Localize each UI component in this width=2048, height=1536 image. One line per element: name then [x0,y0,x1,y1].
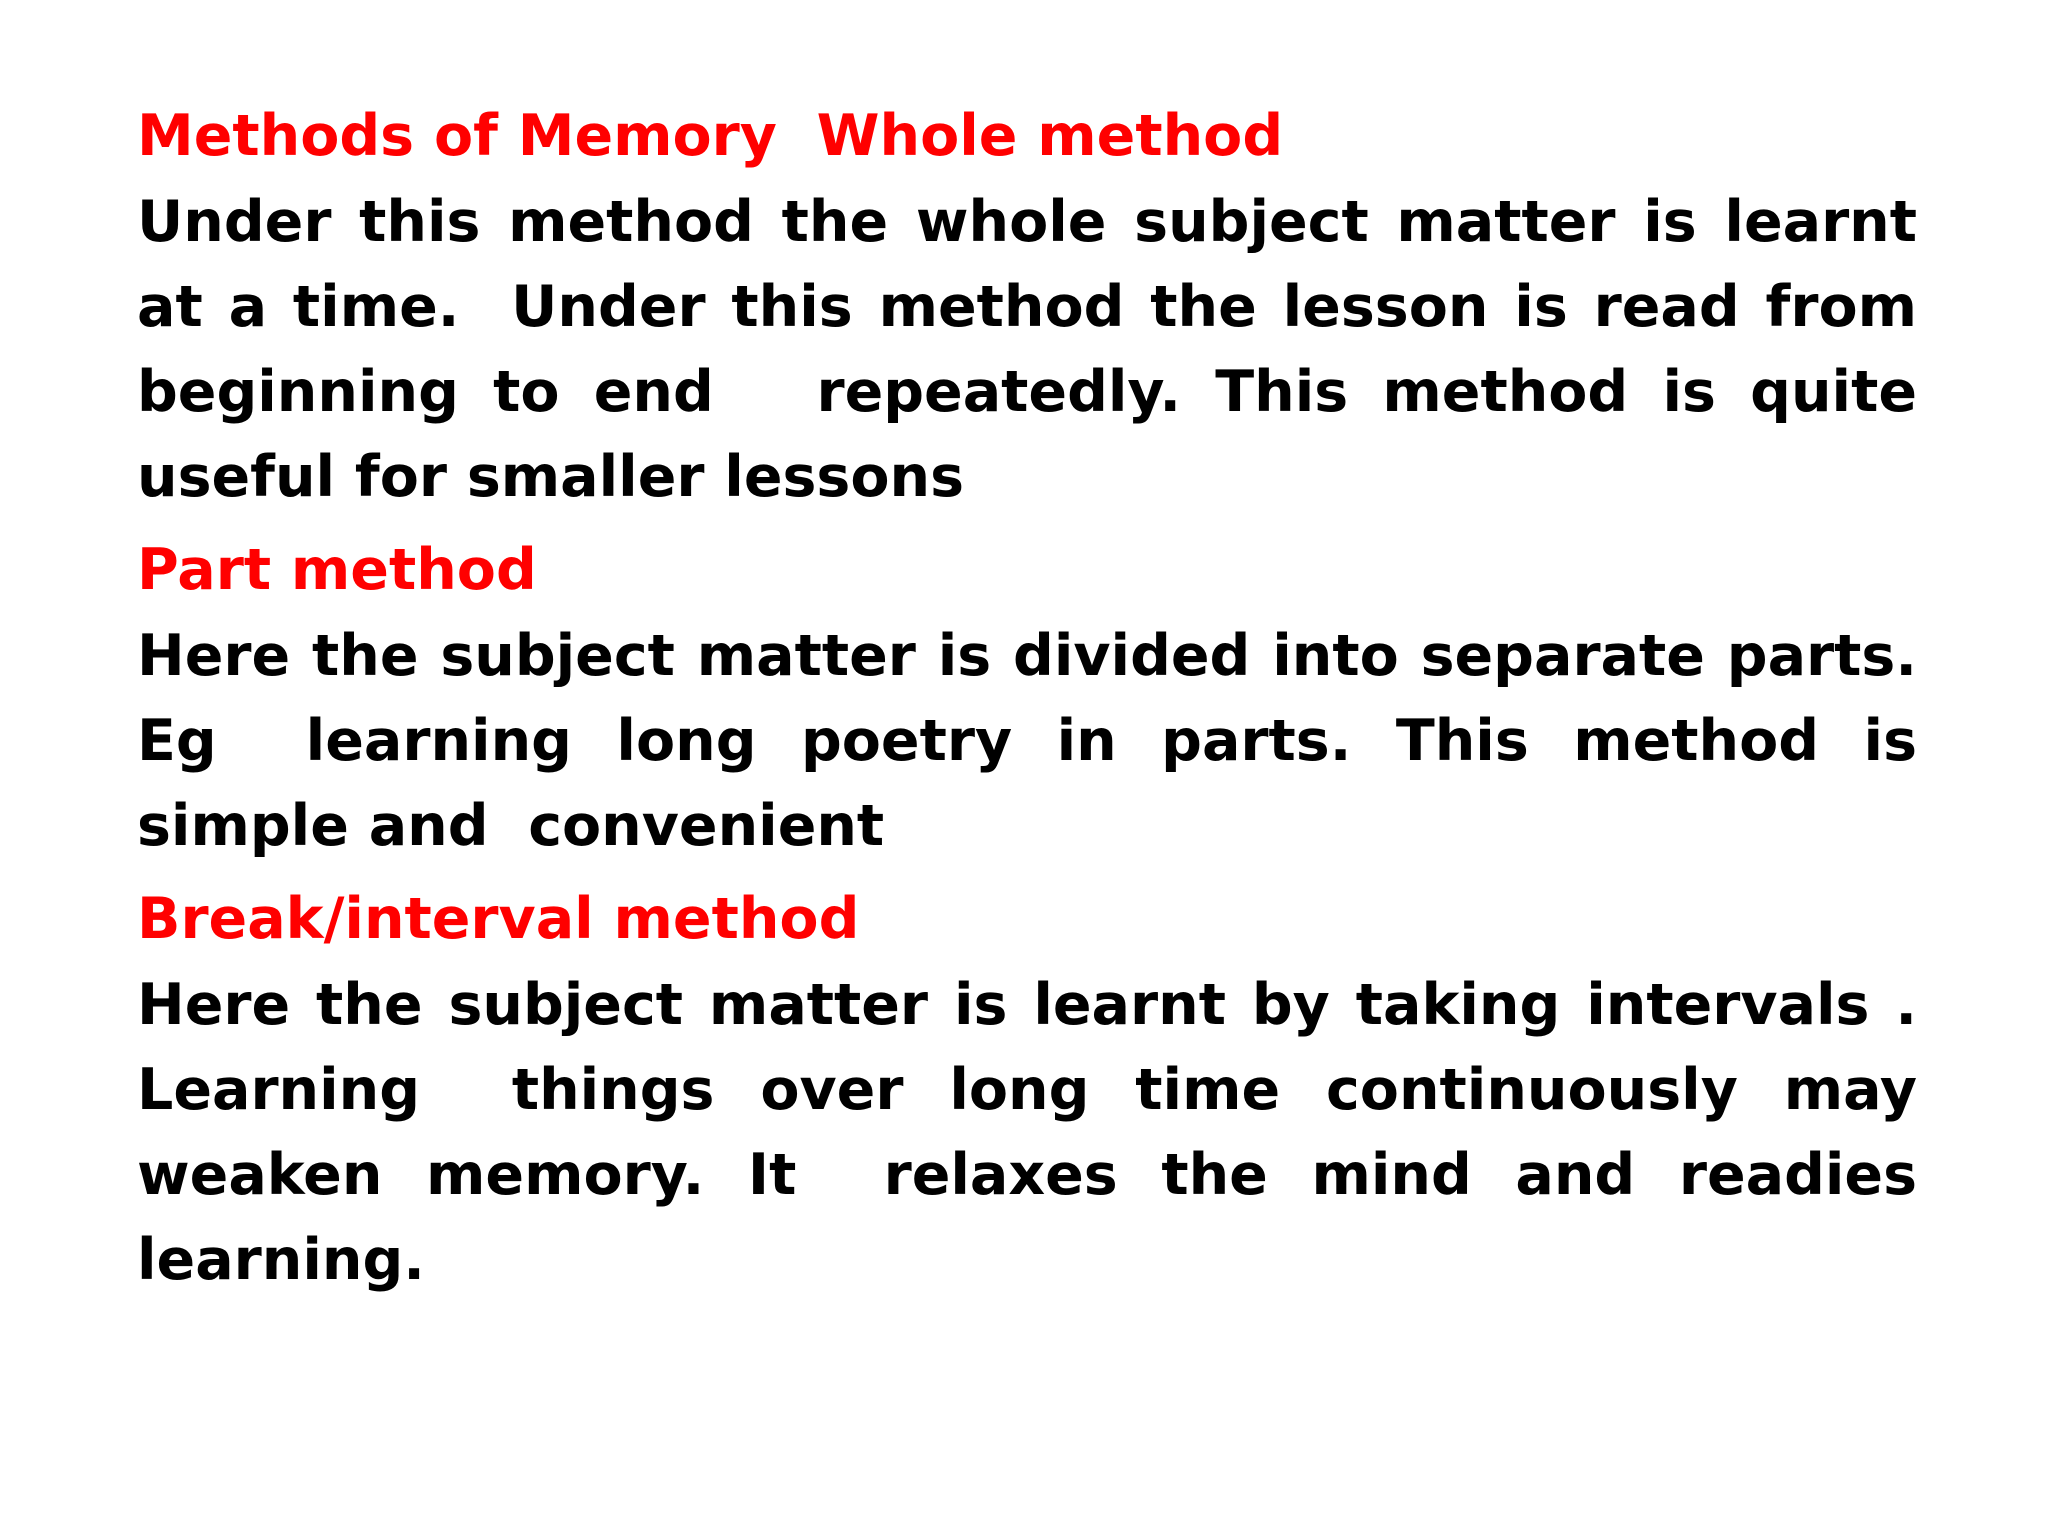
slide-title: Methods of Memory Whole method [137,103,1284,169]
part-method-heading: Part method [137,537,537,603]
whole-method-paragraph: Under this method the whole subject matter is learnt at a time. Under this method the lesson is read from beginning to end repeatedly. This method is quite useful for smaller lessons [137,189,1937,510]
part-method-paragraph: Here the subject matter is divided into separate parts. Eg learning long poetry in parts. This method is simple and convenient [137,623,1937,859]
slide-content [137,96,1937,1313]
break-method-heading: Break/interval method [137,886,860,952]
break-method-paragraph: Here the subject matter is learnt by taking intervals . Learning things over long time continuously may weaken memory. It relaxes the mind and readies learning. [137,972,1937,1293]
